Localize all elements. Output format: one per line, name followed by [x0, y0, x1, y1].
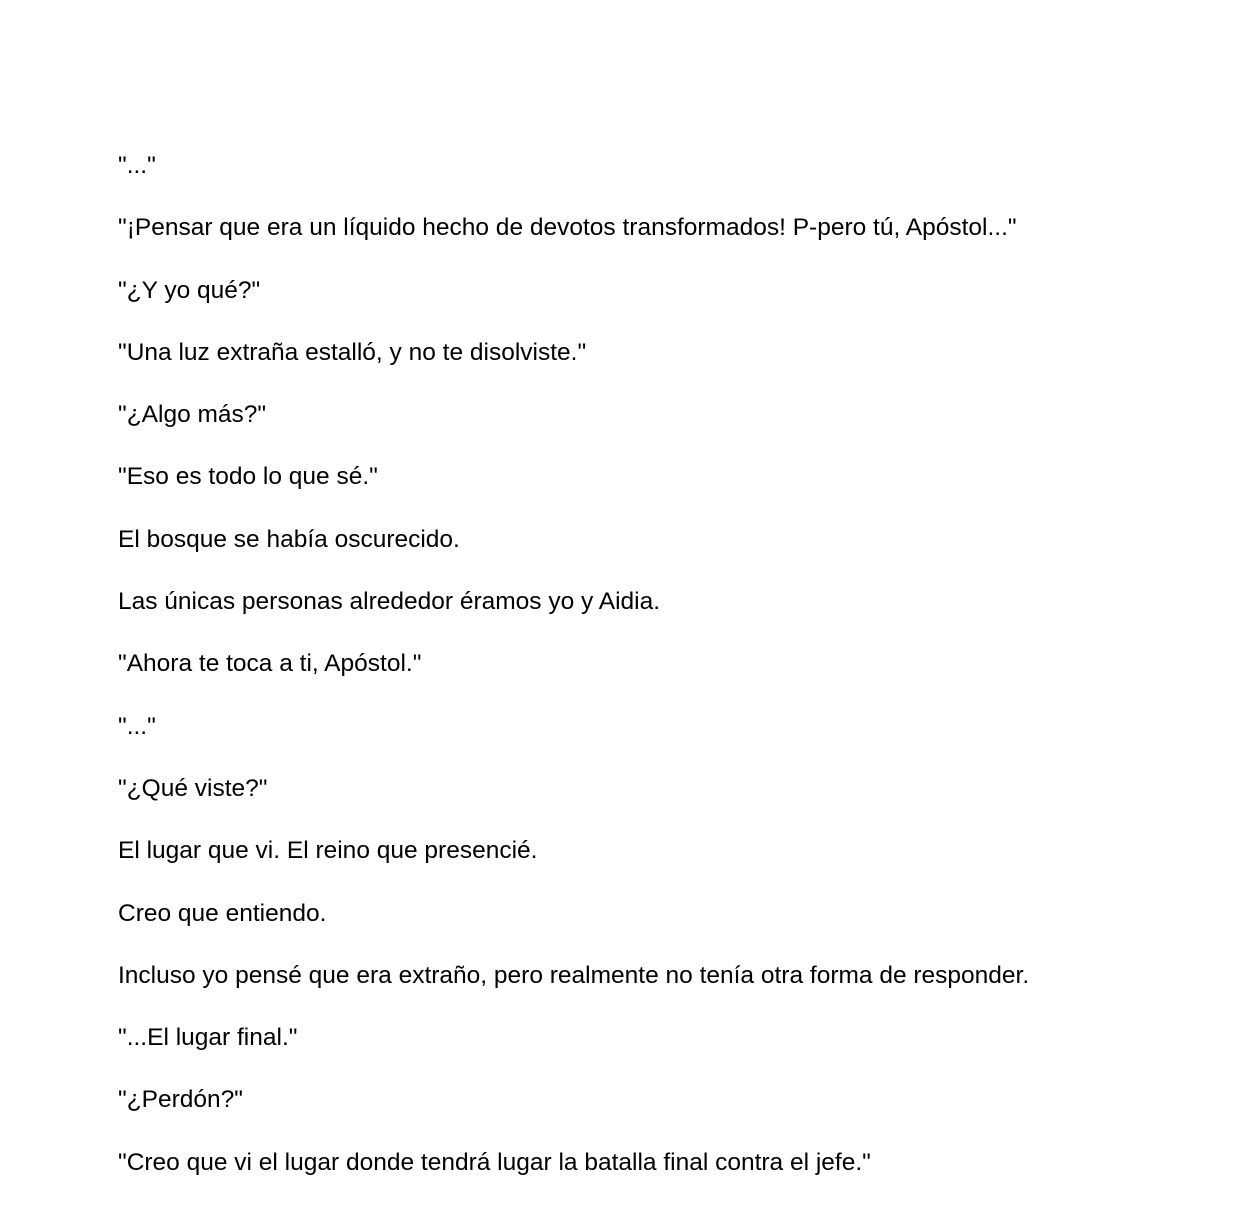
- paragraph: Incluso yo pensé que era extraño, pero realmente no tenía otra forma de responder.: [118, 961, 1030, 989]
- paragraph: "Ahora te toca a ti, Apóstol.": [118, 650, 422, 678]
- paragraph: "¿Y yo qué?": [118, 276, 261, 304]
- paragraph: Las únicas personas alrededor éramos yo y Aidia.: [118, 588, 661, 616]
- paragraph: "¡Pensar que era un líquido hecho de devotos transformados! P-pero tú, Apóstol...": [118, 214, 1017, 242]
- paragraph: "¿Algo más?": [118, 401, 267, 429]
- paragraph: "...": [118, 152, 156, 179]
- paragraph: "Creo que vi el lugar donde tendrá lugar la batalla final contra el jefe.": [118, 1148, 871, 1176]
- paragraph: "¿Perdón?": [118, 1086, 243, 1114]
- paragraph: El lugar que vi. El reino que presencié.: [118, 837, 538, 865]
- text-body: [118, 147, 1218, 1206]
- paragraph: Creo que entiendo.: [118, 899, 327, 927]
- paragraph: "...El lugar final.": [118, 1024, 298, 1052]
- paragraph: "Una luz extraña estalló, y no te disolviste.": [118, 338, 587, 366]
- paragraph: "Eso es todo lo que sé.": [118, 463, 378, 491]
- paragraph: El bosque se había oscurecido.: [118, 525, 460, 553]
- paragraph: "¿Qué viste?": [118, 774, 268, 802]
- paragraph: "...": [118, 712, 156, 740]
